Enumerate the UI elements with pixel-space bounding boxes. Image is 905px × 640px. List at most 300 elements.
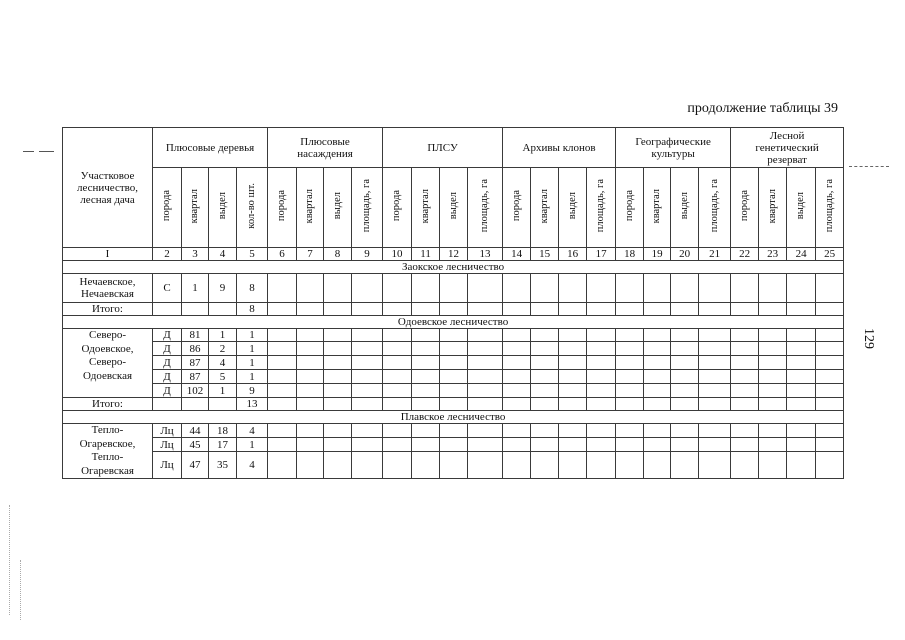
subheader-cell [268,168,297,248]
header-row-subcolumns [63,168,844,248]
empty-cell [559,370,587,384]
scan-artifact-line [9,505,10,615]
empty-cell [440,329,468,342]
empty-cell [352,303,383,316]
quarter-cell: 81 [182,329,209,342]
empty-cell [503,342,531,356]
empty-cell [324,356,352,370]
empty-cell [324,384,352,398]
empty-cell [503,329,531,342]
empty-cell [787,329,816,342]
empty-cell [671,274,699,303]
compartment-cell: 18 [209,424,237,438]
empty-cell [731,384,759,398]
empty-cell [468,452,503,479]
empty-cell [352,356,383,370]
empty-cell [468,384,503,398]
section-title: Заокское лесничество [63,261,844,274]
empty-cell [587,398,616,411]
empty-cell [731,370,759,384]
column-number: 20 [671,248,699,261]
empty-cell [787,424,816,438]
empty-cell [503,370,531,384]
empty-cell [671,342,699,356]
subheader-compartment: выдел [566,192,578,220]
empty-cell [759,398,787,411]
empty-cell [324,342,352,356]
count-cell: 8 [237,274,268,303]
subheader-cell [699,168,731,248]
column-number: 24 [787,248,816,261]
empty-cell [644,438,671,452]
empty-cell [352,329,383,342]
empty-cell [324,452,352,479]
empty-cell [671,303,699,316]
empty-cell [816,370,844,384]
table-continuation-caption: продолжение таблицы 39 [687,101,838,116]
empty-cell [268,398,297,411]
table-header [63,128,844,248]
column-number: 9 [352,248,383,261]
empty-cell [531,274,559,303]
empty-cell [616,438,644,452]
count-cell: 9 [237,384,268,398]
empty-cell [412,303,440,316]
table-row [63,424,844,438]
count-cell: 4 [237,424,268,438]
empty-cell [531,303,559,316]
empty-cell [468,342,503,356]
subheader-compartment: выдел [216,192,228,220]
empty-cell [587,303,616,316]
subheader-compartment: выдел [795,192,807,220]
empty-cell [587,424,616,438]
empty-cell [731,356,759,370]
empty-cell [671,384,699,398]
empty-cell [816,438,844,452]
subheader-species: порода [738,190,750,222]
subheader-cell [324,168,352,248]
empty-cell [731,329,759,342]
empty-cell [644,303,671,316]
empty-cell [616,370,644,384]
empty-cell [816,356,844,370]
empty-cell [503,384,531,398]
empty-cell [297,424,324,438]
empty-cell [559,384,587,398]
empty-cell [644,356,671,370]
empty-cell [468,303,503,316]
subheader-cell [816,168,844,248]
empty-cell [324,274,352,303]
empty-cell [412,384,440,398]
subheader-cell [468,168,503,248]
empty-cell [440,424,468,438]
empty-cell [503,274,531,303]
column-number: 22 [731,248,759,261]
empty-cell [352,424,383,438]
species-cell: Д [153,342,182,356]
table-row [63,384,844,398]
empty-cell [759,356,787,370]
empty-cell [297,384,324,398]
quarter-cell: 87 [182,370,209,384]
quarter-cell: 86 [182,342,209,356]
section-header-row [63,411,844,424]
subheader-cell [383,168,412,248]
empty-cell [412,274,440,303]
empty-cell [731,398,759,411]
empty-cell [759,424,787,438]
subheader-quarter: квартал [419,188,431,224]
empty-cell [531,424,559,438]
empty-cell [759,452,787,479]
empty-cell [644,384,671,398]
empty-cell [297,274,324,303]
empty-cell [468,424,503,438]
empty-cell [816,274,844,303]
subheader-species: порода [161,190,172,222]
empty-cell [559,329,587,342]
species-cell: Лц [153,452,182,479]
empty-cell [503,438,531,452]
empty-cell [440,303,468,316]
scan-artifact-line [39,151,54,152]
empty-cell [787,303,816,316]
empty-cell [412,424,440,438]
empty-cell [383,370,412,384]
empty-cell [699,342,731,356]
empty-cell [440,356,468,370]
empty-cell [587,356,616,370]
empty-cell [699,274,731,303]
empty-cell [268,384,297,398]
empty-cell [352,438,383,452]
subheader-cell [237,168,268,248]
column-number: 25 [816,248,844,261]
header-group-plus-stands: Плюсовые насаждения [268,128,383,168]
scan-artifact-line [20,560,21,620]
empty-cell [759,384,787,398]
species-cell: Д [153,384,182,398]
empty-cell [324,424,352,438]
empty-cell [616,303,644,316]
empty-cell [616,329,644,342]
empty-cell [671,329,699,342]
species-cell: Лц [153,438,182,452]
empty-cell [531,342,559,356]
empty-cell [787,452,816,479]
empty-cell [297,438,324,452]
compartment-cell: 9 [209,274,237,303]
count-cell: 4 [237,452,268,479]
subheader-species: порода [391,190,403,222]
empty-cell [268,370,297,384]
empty-cell [297,398,324,411]
column-number: 12 [440,248,468,261]
empty-cell [731,438,759,452]
empty-cell [616,342,644,356]
empty-cell [383,329,412,342]
empty-cell [787,384,816,398]
empty-cell [440,398,468,411]
column-number: 5 [237,248,268,261]
empty-cell [671,424,699,438]
empty-cell [412,329,440,342]
empty-cell [412,438,440,452]
empty-cell [616,424,644,438]
quarter-cell: 87 [182,356,209,370]
empty-cell [440,370,468,384]
table-row [63,342,844,356]
compartment-cell: 35 [209,452,237,479]
empty-cell [383,274,412,303]
subheader-cell [297,168,324,248]
compartment-cell: 2 [209,342,237,356]
empty-cell [616,274,644,303]
empty-cell [644,274,671,303]
empty-cell [468,329,503,342]
empty-cell [559,274,587,303]
empty-cell [297,329,324,342]
compartment-cell: 1 [209,329,237,342]
header-group-clone-archives: Архивы клонов [503,128,616,168]
empty-cell [324,329,352,342]
empty-cell [671,398,699,411]
empty-cell [383,438,412,452]
empty-cell [531,438,559,452]
empty-cell [297,370,324,384]
subheader-cell [153,168,182,248]
subheader-quarter: квартал [538,188,550,224]
compartment-cell: 1 [209,384,237,398]
empty-cell [468,274,503,303]
empty-cell [503,452,531,479]
empty-cell [699,370,731,384]
subheader-species: порода [623,190,635,222]
column-number: 11 [412,248,440,261]
empty-cell [816,384,844,398]
species-cell: С [153,274,182,303]
column-number: 8 [324,248,352,261]
empty-cell [503,303,531,316]
empty-cell [383,356,412,370]
empty-cell [671,438,699,452]
section-header-row [63,261,844,274]
empty-cell [324,438,352,452]
empty-cell [209,303,237,316]
empty-cell [699,398,731,411]
empty-cell [297,452,324,479]
column-number: 23 [759,248,787,261]
header-forestry-dacha: Участковое лесничество, лесная дача [63,128,153,248]
total-label: Итого: [63,398,153,411]
section-title: Одоевское лесничество [63,316,844,329]
subheader-area: площадь, га [361,179,373,233]
empty-cell [383,424,412,438]
total-value: 13 [237,398,268,411]
quarter-cell: 1 [182,274,209,303]
empty-cell [644,370,671,384]
column-number: 4 [209,248,237,261]
empty-cell [268,274,297,303]
empty-cell [787,398,816,411]
empty-cell [352,398,383,411]
empty-cell [352,274,383,303]
empty-cell [531,370,559,384]
compartment-cell: 17 [209,438,237,452]
empty-cell [699,329,731,342]
empty-cell [531,329,559,342]
forestry-dacha-name: Северо- Одоевское, Северо- Одоевская [63,329,153,398]
subheader-quarter: квартал [766,188,778,224]
empty-cell [759,370,787,384]
quarter-cell: 102 [182,384,209,398]
subheader-species: порода [510,190,522,222]
empty-cell [731,424,759,438]
empty-cell [559,303,587,316]
empty-cell [383,384,412,398]
subheader-cell [559,168,587,248]
empty-cell [153,303,182,316]
empty-cell [531,398,559,411]
empty-cell [412,370,440,384]
column-number: 17 [587,248,616,261]
empty-cell [616,384,644,398]
column-number: 13 [468,248,503,261]
header-group-geographic-cultures: Географические культуры [616,128,731,168]
section-title: Плавское лесничество [63,411,844,424]
column-number: 14 [503,248,531,261]
empty-cell [787,438,816,452]
quarter-cell: 45 [182,438,209,452]
empty-cell [268,452,297,479]
empty-cell [297,303,324,316]
empty-cell [412,398,440,411]
empty-cell [587,438,616,452]
quarter-cell: 44 [182,424,209,438]
column-number: 2 [153,248,182,261]
empty-cell [816,342,844,356]
empty-cell [412,356,440,370]
empty-cell [731,342,759,356]
subheader-area: площадь, га [823,179,835,233]
subheader-cell [209,168,237,248]
table-row [63,274,844,303]
species-cell: Д [153,370,182,384]
empty-cell [587,274,616,303]
empty-cell [268,424,297,438]
empty-cell [153,398,182,411]
empty-cell [324,303,352,316]
empty-cell [699,452,731,479]
compartment-cell: 5 [209,370,237,384]
empty-cell [440,384,468,398]
empty-cell [587,342,616,356]
empty-cell [383,342,412,356]
empty-cell [699,356,731,370]
empty-cell [324,370,352,384]
empty-cell [699,384,731,398]
table-row [63,370,844,384]
forest-seed-objects-table [62,127,844,479]
subheader-count: кол-во шт. [246,183,257,229]
table-row [63,438,844,452]
empty-cell [816,329,844,342]
empty-cell [440,342,468,356]
empty-cell [731,274,759,303]
subheader-cell [182,168,209,248]
column-number: 6 [268,248,297,261]
empty-cell [209,398,237,411]
table-row [63,329,844,342]
empty-cell [531,356,559,370]
subheader-cell [759,168,787,248]
compartment-cell: 4 [209,356,237,370]
section-header-row [63,316,844,329]
table-row [63,356,844,370]
header-group-plsu: ПЛСУ [383,128,503,168]
empty-cell [699,303,731,316]
subheader-species: порода [276,190,288,222]
forestry-dacha-name: Нечаевское, Нечаевская [63,274,153,303]
empty-cell [412,452,440,479]
empty-cell [440,452,468,479]
empty-cell [759,342,787,356]
total-row [63,303,844,316]
empty-cell [816,424,844,438]
page-number: 129 [861,328,876,349]
empty-cell [503,356,531,370]
empty-cell [671,452,699,479]
empty-cell [816,452,844,479]
empty-cell [759,438,787,452]
subheader-area: площадь, га [708,179,720,233]
empty-cell [787,274,816,303]
column-number-row [63,248,844,261]
empty-cell [383,452,412,479]
subheader-cell [440,168,468,248]
empty-cell [559,342,587,356]
column-number: 18 [616,248,644,261]
subheader-cell [531,168,559,248]
quarter-cell: 47 [182,452,209,479]
forestry-dacha-name: Тепло- Огаревское, Тепло- Огаревская [63,424,153,479]
empty-cell [644,398,671,411]
subheader-cell [616,168,644,248]
empty-cell [503,424,531,438]
empty-cell [644,342,671,356]
subheader-cell [671,168,699,248]
scan-artifact-line [849,166,889,167]
empty-cell [559,438,587,452]
empty-cell [759,274,787,303]
empty-cell [352,342,383,356]
column-number: 15 [531,248,559,261]
scan-artifact-line [23,151,34,152]
empty-cell [616,356,644,370]
empty-cell [559,424,587,438]
empty-cell [587,384,616,398]
table-row [63,452,844,479]
subheader-compartment: выдел [447,192,459,220]
subheader-quarter: квартал [189,188,200,224]
empty-cell [383,303,412,316]
empty-cell [671,370,699,384]
empty-cell [787,370,816,384]
empty-cell [531,384,559,398]
column-number: I [63,248,153,261]
